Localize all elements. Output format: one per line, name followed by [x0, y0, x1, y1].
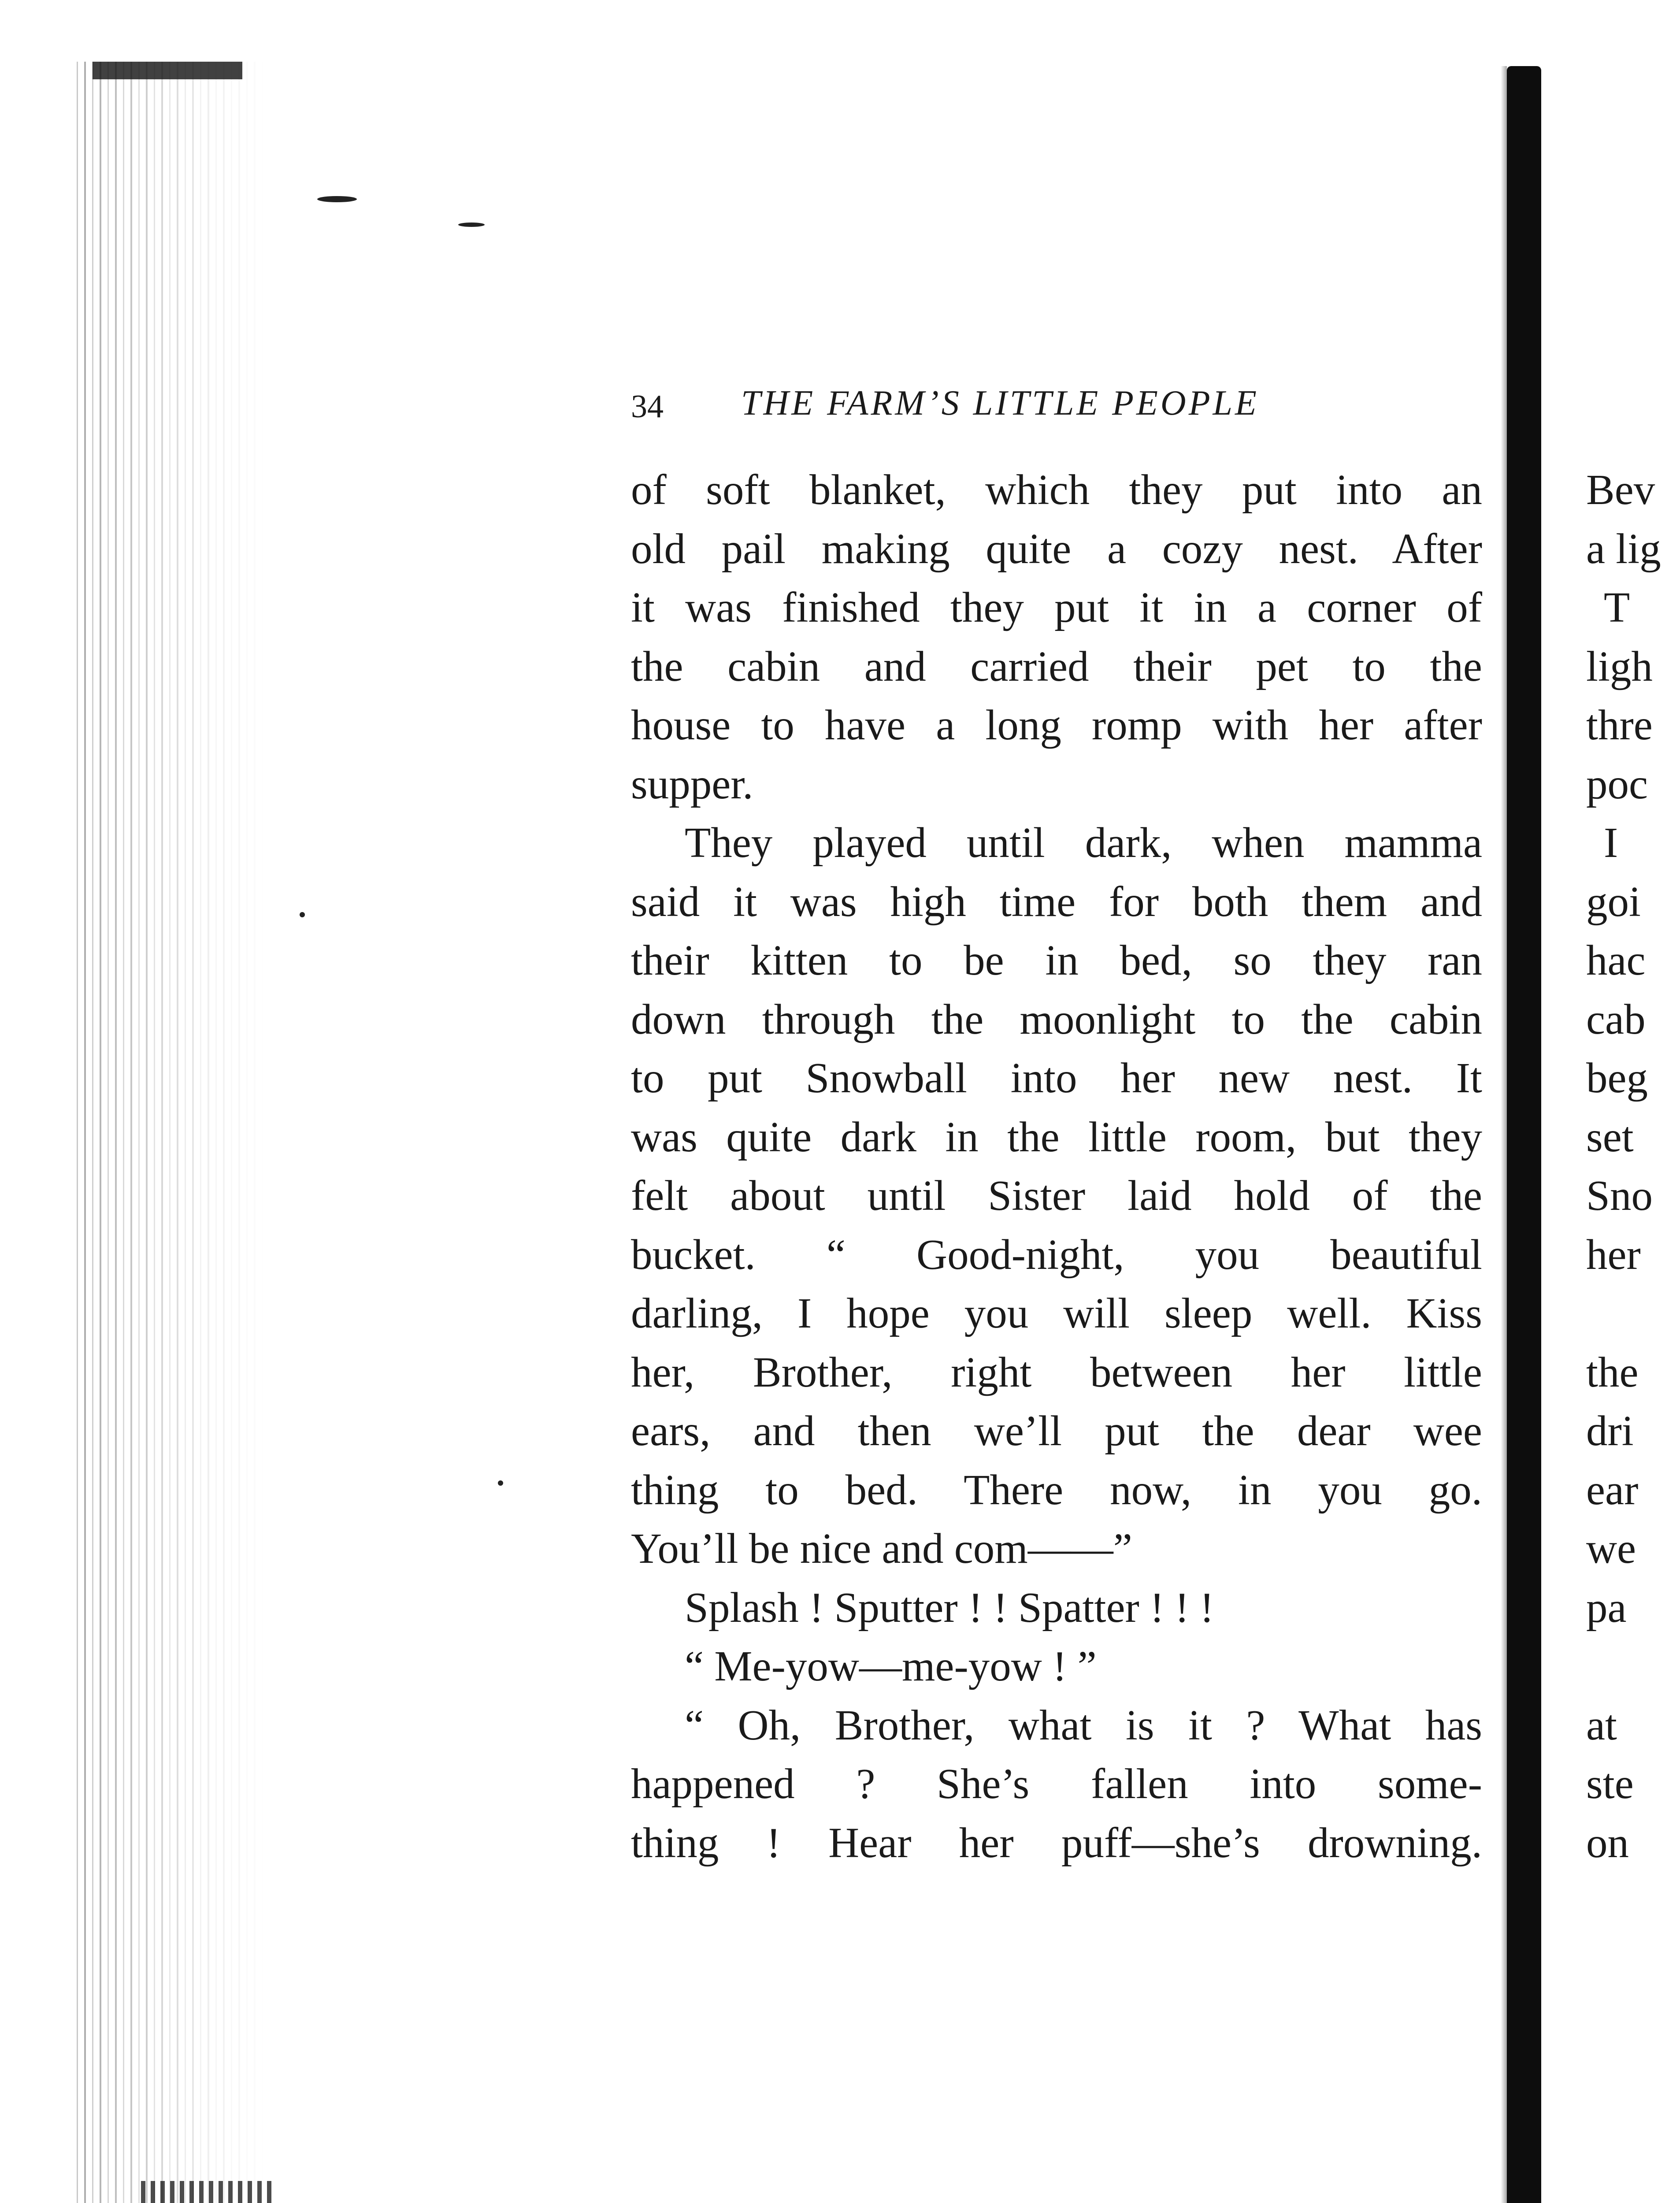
- text-line: the cabin and carried their pet to the: [631, 642, 1482, 690]
- binding-edge-mark: [141, 2181, 273, 2203]
- text-line: supper.: [631, 760, 753, 808]
- text-line: Splash ! Sputter ! ! Spatter ! ! !: [685, 1584, 1214, 1631]
- fragment-line: pa: [1586, 1584, 1627, 1631]
- fragment-line: we: [1586, 1525, 1636, 1572]
- fragment-line: dri: [1586, 1407, 1634, 1454]
- scan-speck: [317, 196, 357, 202]
- scan-speck: [458, 223, 485, 227]
- text-line: house to have a long romp with her after: [631, 701, 1482, 749]
- fragment-line: [1586, 1637, 1680, 1696]
- fragment-line: set: [1586, 1113, 1634, 1161]
- text-line: thing ! Hear her puff—she’s drowning.: [631, 1819, 1482, 1866]
- text-line: happened ? She’s fallen into some-: [631, 1760, 1482, 1807]
- fragment-line: Bev: [1586, 466, 1655, 513]
- text-line: to put Snowball into her new nest. It: [631, 1054, 1482, 1102]
- text-line: said it was high time for both them and: [631, 878, 1482, 925]
- book-title: THE FARM’S LITTLE PEOPLE: [741, 384, 1259, 423]
- fragment-line: [1586, 1284, 1680, 1343]
- fragment-line: on: [1586, 1819, 1629, 1866]
- fragment-line: her: [1586, 1231, 1641, 1278]
- text-line: bucket. “ Good-night, you beautiful: [631, 1231, 1482, 1278]
- binding-edge-mark: [93, 62, 242, 79]
- fragment-line: beg: [1586, 1054, 1648, 1102]
- text-line: ears, and then we’ll put the dear wee: [631, 1407, 1482, 1454]
- text-line: They played until dark, when mamma: [685, 819, 1482, 866]
- text-line: their kitten to be in bed, so they ran: [631, 937, 1482, 984]
- body-text: [631, 460, 1482, 1872]
- fragment-line: hac: [1586, 937, 1646, 984]
- text-line: her, Brother, right between her little: [631, 1348, 1482, 1396]
- text-line: felt about until Sister laid hold of the: [631, 1172, 1482, 1219]
- text-line: “ Oh, Brother, what is it ? What has: [685, 1701, 1482, 1749]
- fragment-line: Sno: [1586, 1172, 1653, 1219]
- fragment-line: T: [1604, 584, 1630, 631]
- text-line: old pail making quite a cozy nest. After: [631, 525, 1482, 572]
- fragment-line: thre: [1586, 701, 1653, 749]
- text-line: darling, I hope you will sleep well. Kiss: [631, 1290, 1482, 1337]
- binding-gutter-shadow: [70, 62, 273, 2203]
- page-spine-shadow: [1507, 66, 1541, 2203]
- text-line: of soft blanket, which they put into an: [631, 466, 1482, 513]
- fragment-line: ligh: [1586, 642, 1653, 690]
- scan-speck: [300, 912, 305, 917]
- text-line: “ Me-yow—me-yow ! ”: [685, 1643, 1097, 1690]
- text-line: it was finished they put it in a corner of: [631, 584, 1482, 631]
- page-number: 34: [631, 389, 664, 425]
- fragment-line: cab: [1586, 995, 1646, 1043]
- fragment-line: ste: [1586, 1760, 1634, 1807]
- scan-speck: [498, 1480, 503, 1486]
- fragment-line: ear: [1586, 1466, 1639, 1513]
- fragment-line: goi: [1586, 878, 1641, 925]
- fragment-line: a lig: [1586, 525, 1661, 572]
- running-head: [631, 379, 1495, 427]
- facing-page-fragment: [1586, 460, 1680, 1872]
- fragment-line: the: [1586, 1348, 1639, 1396]
- text-line: down through the moonlight to the cabin: [631, 995, 1482, 1043]
- text-line: thing to bed. There now, in you go.: [631, 1466, 1482, 1513]
- fragment-line: poc: [1586, 760, 1648, 808]
- text-line: was quite dark in the little room, but they: [631, 1113, 1482, 1161]
- fragment-line: at: [1586, 1701, 1617, 1749]
- fragment-line: I: [1604, 819, 1618, 866]
- text-line: You’ll be nice and com——”: [631, 1525, 1132, 1572]
